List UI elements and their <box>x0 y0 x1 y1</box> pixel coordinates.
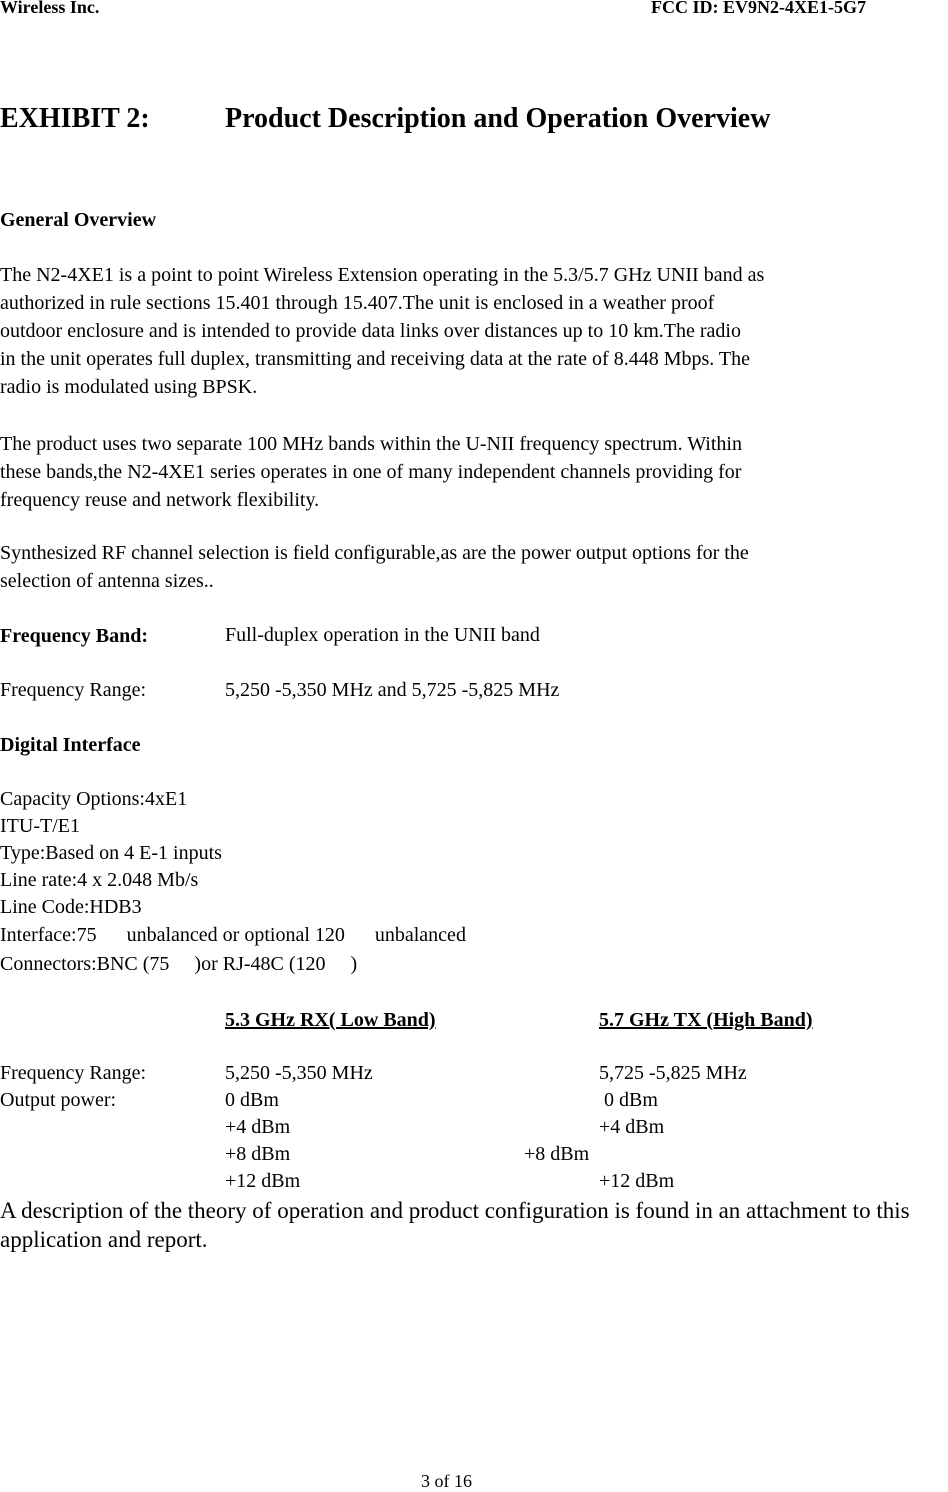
table-output-power-label: Output power: <box>0 1089 117 1111</box>
high-band-power: +12 dBm <box>599 1170 675 1192</box>
para2-line: these bands,the N2-4XE1 series operates in one of many independent channels providing for <box>0 461 742 483</box>
low-band-power: +8 dBm <box>225 1143 291 1165</box>
header-company: Wireless Inc. <box>0 0 100 17</box>
table-frequency-label: Frequency Range: <box>0 1062 147 1084</box>
high-band-power: 0 dBm <box>599 1089 658 1111</box>
frequency-band-label: Frequency Band: <box>0 625 148 647</box>
low-band-power: 0 dBm <box>225 1089 279 1111</box>
high-band-frequency: 5,725 -5,825 MHz <box>599 1062 747 1084</box>
general-paragraph-1 <box>0 261 940 401</box>
para1-line: The N2-4XE1 is a point to point Wireless Extension operating in the 5.3/5.7 GHz UNII band as <box>0 264 765 286</box>
low-band-frequency: 5,250 -5,350 MHz <box>225 1062 373 1084</box>
para1-line: radio is modulated using BPSK. <box>0 376 258 398</box>
digital-interface-line: Capacity Options:4xE1 <box>0 788 188 810</box>
low-band-column-header: 5.3 GHz RX( Low Band) <box>225 1009 436 1031</box>
general-overview-heading: General Overview <box>0 209 157 231</box>
low-band-power: +4 dBm <box>225 1116 291 1138</box>
para3-line: Synthesized RF channel selection is field configurable,as are the power output options for the <box>0 542 749 564</box>
closing-paragraph: A description of the theory of operation and product configuration is found in an attachment to this application and report. <box>0 1198 910 1252</box>
frequency-band-value: Full-duplex operation in the UNII band <box>225 624 540 646</box>
para3-line: selection of antenna sizes.. <box>0 570 214 592</box>
exhibit-label: EXHIBIT 2: <box>0 103 150 134</box>
header-fcc-id: FCC ID: EV9N2-4XE1-5G7 <box>651 0 866 17</box>
para2-line: frequency reuse and network flexibility. <box>0 489 320 511</box>
high-band-power: +8 dBm <box>524 1143 590 1165</box>
digital-interface-heading: Digital Interface <box>0 734 141 756</box>
digital-interface-line: Line rate:4 x 2.048 Mb/s <box>0 869 199 891</box>
general-paragraph-3 <box>0 539 940 595</box>
low-band-power: +12 dBm <box>225 1170 301 1192</box>
para1-line: authorized in rule sections 15.401 through 15.407.The unit is enclosed in a weather proof <box>0 292 715 314</box>
frequency-range-value: 5,250 -5,350 MHz and 5,725 -5,825 MHz <box>225 679 560 701</box>
digital-interface-line: Type:Based on 4 E-1 inputs <box>0 842 222 864</box>
high-band-power: +4 dBm <box>599 1116 665 1138</box>
general-paragraph-2 <box>0 430 940 514</box>
frequency-range-label: Frequency Range: <box>0 679 147 701</box>
page-number: 3 of 16 <box>421 1471 472 1491</box>
digital-interface-line: ITU-T/E1 <box>0 815 80 837</box>
high-band-column-header: 5.7 GHz TX (High Band) <box>599 1009 813 1031</box>
digital-interface-line: Interface:75 unbalanced or optional 120 unbalanced <box>0 924 466 946</box>
para1-line: outdoor enclosure and is intended to provide data links over distances up to 10 km.The radio <box>0 320 741 342</box>
para1-line: in the unit operates full duplex, transmitting and receiving data at the rate of 8.448 Mbps. The <box>0 348 750 370</box>
digital-interface-line: Connectors:BNC (75 )or RJ-48C (120 ) <box>0 953 358 975</box>
digital-interface-line: Line Code:HDB3 <box>0 896 142 918</box>
para2-line: The product uses two separate 100 MHz bands within the U-NII frequency spectrum. Within <box>0 433 742 455</box>
page-title: Product Description and Operation Overview <box>225 103 771 134</box>
